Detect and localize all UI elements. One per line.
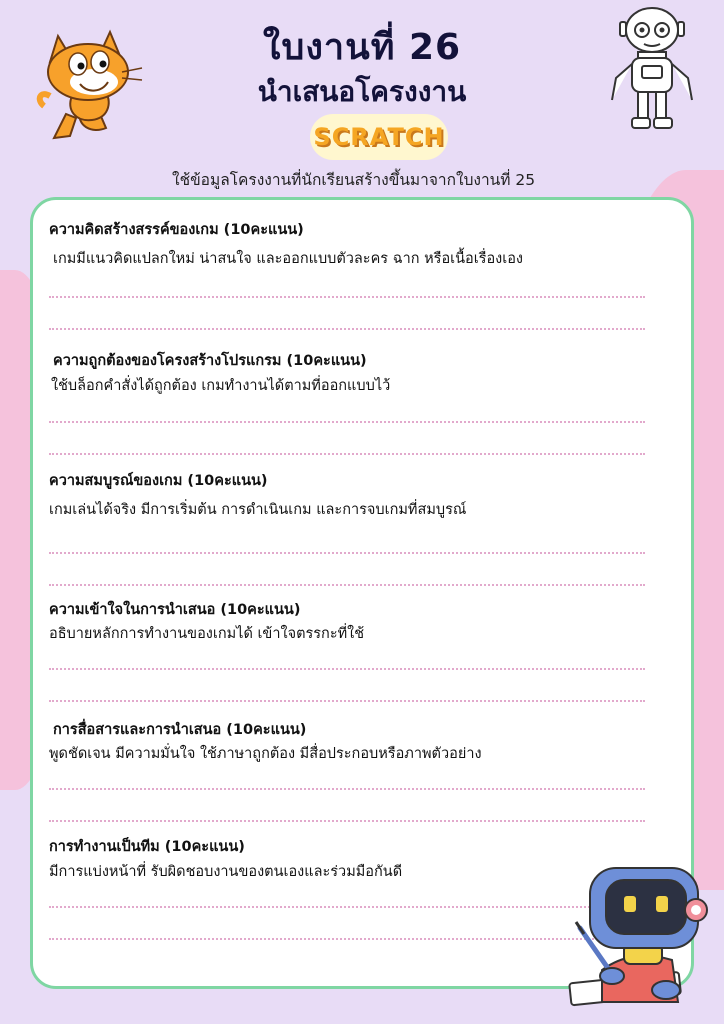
answer-line[interactable] bbox=[49, 820, 645, 822]
answer-line[interactable] bbox=[49, 421, 645, 423]
section-description: มีการแบ่งหน้าที่ รับผิดชอบงานของตนเองและร่วมมือกันดี bbox=[49, 864, 403, 880]
section-description: อธิบายหลักการทำงานของเกมได้ เข้าใจตรรกะที่ใช้ bbox=[49, 626, 365, 642]
section-heading: ความถูกต้องของโครงสร้างโปรแกรม (10คะแนน) bbox=[53, 353, 367, 369]
section-heading: การทำงานเป็นทีม (10คะแนน) bbox=[49, 839, 245, 855]
section-description: เกมมีแนวคิดแปลกใหม่ น่าสนใจ และออกแบบตัวละคร ฉาก หรือเนื้อเรื่องเอง bbox=[53, 251, 524, 267]
answer-line[interactable] bbox=[49, 552, 645, 554]
scratch-logo-text: SCRATCH bbox=[313, 123, 445, 151]
answer-line[interactable] bbox=[49, 788, 645, 790]
answer-line[interactable] bbox=[49, 584, 645, 586]
instruction-text: ใช้ข้อมูลโครงงานที่นักเรียนสร้างขึ้นมาจากใบงานที่ 25 bbox=[172, 171, 536, 189]
answer-line[interactable] bbox=[49, 938, 645, 940]
section-description: ใช้บล็อกคำสั่งได้ถูกต้อง เกมทำงานได้ตามที่ออกแบบไว้ bbox=[51, 378, 391, 394]
answer-line[interactable] bbox=[49, 700, 645, 702]
section-heading: ความสมบูรณ์ของเกม (10คะแนน) bbox=[49, 473, 268, 489]
worksheet-subtitle: นำเสนอโครงงาน bbox=[257, 75, 467, 108]
answer-line[interactable] bbox=[49, 328, 645, 330]
scratch-logo bbox=[310, 114, 448, 160]
section-heading: ความคิดสร้างสรรค์ของเกม (10คะแนน) bbox=[49, 222, 304, 238]
answer-line[interactable] bbox=[49, 668, 645, 670]
section-heading: ความเข้าใจในการนำเสนอ (10คะแนน) bbox=[49, 602, 301, 618]
section-description: พูดชัดเจน มีความมั่นใจ ใช้ภาษาถูกต้อง มีสื่อประกอบหรือภาพตัวอย่าง bbox=[49, 746, 482, 762]
section-description: เกมเล่นได้จริง มีการเริ่มต้น การดำเนินเกม และการจบเกมที่สมบูรณ์ bbox=[49, 502, 467, 518]
section-heading: การสื่อสารและการนำเสนอ (10คะแนน) bbox=[53, 722, 307, 738]
robot-writing-icon bbox=[562, 862, 712, 1012]
answer-line[interactable] bbox=[49, 906, 645, 908]
worksheet-title: ใบงานที่ 26 bbox=[262, 27, 462, 68]
answer-line[interactable] bbox=[49, 453, 645, 455]
answer-line[interactable] bbox=[49, 296, 645, 298]
